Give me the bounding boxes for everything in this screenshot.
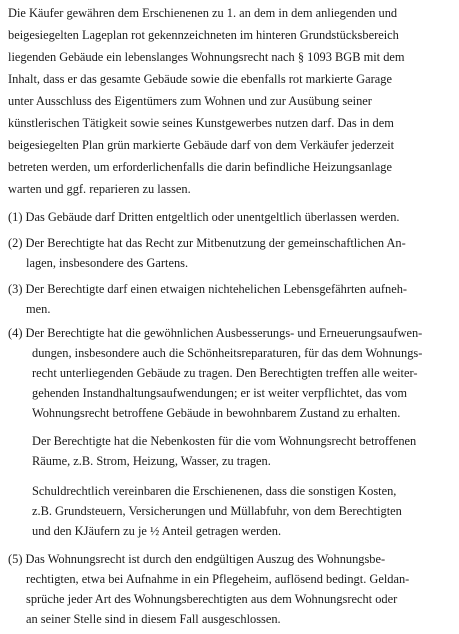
list-item-4-line: recht unterliegenden Gebäude zu tragen. Den Berechtigten treffen alle weiter- <box>32 366 418 380</box>
intro-line: künstlerischen Tätigkeit sowie seines Kunstgewerbes nutzen darf. Das in dem <box>8 116 394 130</box>
list-item-5-line: an seiner Stelle sind in diesem Fall ausgeschlossen. <box>26 612 281 626</box>
intro-line: beigesiegelten Lageplan rot gekennzeichneten im hinteren Grundstücksbereich <box>8 28 399 42</box>
intro-line: betreten werden, um erforderlichenfalls die darin befindliche Heizungsanlage <box>8 160 392 174</box>
intro-line: Die Käufer gewähren dem Erschienenen zu 1. an dem in dem anliegenden und <box>8 6 398 20</box>
list-item-4-line: Wohnungsrecht betroffene Gebäude in bewohnbarem Zustand zu erhalten. <box>32 406 401 420</box>
list-item-2-line: (2) Der Berechtigte hat das Recht zur Mitbenutzung der gemeinschaftlichen An- <box>8 236 406 250</box>
list-item-4-para3-line: z.B. Grundsteuern, Versicherungen und Müllabfuhr, von dem Berechtigten <box>32 504 402 518</box>
intro-line: beigesiegelten Plan grün markierte Gebäude darf von dem Verkäufer jederzeit <box>8 138 395 152</box>
intro-line: liegenden Gebäude ein lebenslanges Wohnungsrecht nach § 1093 BGB mit dem <box>8 50 405 64</box>
list-item-5-line: sprüche jeder Art des Wohnungsberechtigten aus dem Wohnungsrecht oder <box>26 592 398 606</box>
list-item-3-line: (3) Der Berechtigte darf einen etwaigen nichtehelichen Lebensgefährten aufneh- <box>8 282 408 296</box>
list-item-5-line: rechtigten, etwa bei Aufnahme in ein Pflegeheim, auflösend bedingt. Geldan- <box>26 572 410 586</box>
list-item-3-line: men. <box>26 302 51 316</box>
list-item-1-line: (1) Das Gebäude darf Dritten entgeltlich oder unentgeltlich überlassen werden. <box>8 210 400 224</box>
intro-line: warten und ggf. reparieren zu lassen. <box>8 182 191 196</box>
intro-line: Inhalt, dass er das gesamte Gebäude sowie die ebenfalls rot markierte Garage <box>8 72 392 86</box>
intro-line: unter Ausschluss des Eigentümers zum Wohnen und zur Ausübung seiner <box>8 94 372 108</box>
list-item-2-line: lagen, insbesondere des Gartens. <box>26 256 189 270</box>
list-item-4-para2-line: Der Berechtigte hat die Nebenkosten für die vom Wohnungsrecht betroffenen <box>32 434 417 448</box>
list-item-4-para3-line: Schuldrechtlich vereinbaren die Erschienenen, dass die sonstigen Kosten, <box>32 484 397 498</box>
list-item-4-para2-line: Räume, z.B. Strom, Heizung, Wasser, zu tragen. <box>32 454 271 468</box>
list-item-4-line: gehenden Instandhaltungsaufwendungen; er ist weiter verpflichtet, das vom <box>32 386 408 400</box>
list-item-4-para3-line: und den KJäufern zu je ½ Anteil getragen werden. <box>32 524 282 538</box>
list-item-4-line: dungen, insbesondere auch die Schönheitsreparaturen, für das dem Wohnungs- <box>32 346 423 360</box>
list-item-5-line: (5) Das Wohnungsrecht ist durch den endgültigen Auszug des Wohnungsbe- <box>8 552 386 566</box>
list-item-4-line: (4) Der Berechtigte hat die gewöhnlichen Ausbesserungs- und Erneuerungsaufwen- <box>8 326 423 340</box>
